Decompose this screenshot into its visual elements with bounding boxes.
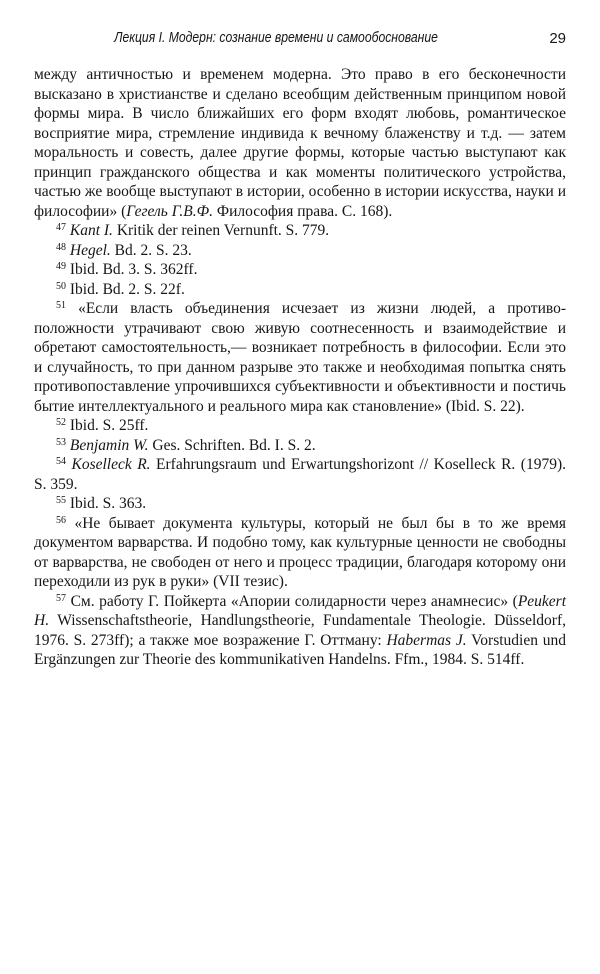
footnote-author: Peukert H. [34,592,567,629]
continuation-text: между античностью и временем модерна. Это право в его бесконечности высказано в христианстве и сделано всеобщим действенным принципом новой формы мира. В число ближайших его форм входят любовь, романтическое восприятие мира, стремление индивида к вечному блаженству и т.д. — затем моральность и совесть, далее другие формы, которые частью выступают как принцип гражданского общества и как моменты политического устройства, частью же вообще выступают в истории, особенно в истории искусства, науки и философии» ( [34,66,566,220]
footnote-text: «Если власть объединения исчезает из жизни людей, а противоположности утрачивают свою живую соотнесенность и взаимодействие и обретают самостоятельность,— возникает потребность в философии. Если это и случайность, то при данном разрыве это также и необходимая попытка снять противопоставление упрочившихся субъективности и объективности и постичь бытие интеллектуального и реального мира как становление» (Ibid. S. 22). [34,300,567,415]
page-number: 29 [549,30,566,47]
footnote-number: 52 [56,417,66,428]
footnote-number: 48 [56,241,66,253]
footnote-51 [34,299,566,416]
footnote-author: Benjamin W. [69,436,149,454]
footnote-text: Bd. 2. S. 23. [110,241,192,259]
footnote-text: Ibid. Bd. 2. S. 22f. [69,280,185,298]
running-title: Лекция I. Модерн: сознание времени и самообоснование [114,30,438,46]
footnote-author: Kant I. [69,222,113,239]
continuation-paragraph [34,65,566,221]
footnote-text: Erfahrungsraum und Erwartungshorizont // Koselleck R. (1979). S. 359. [34,456,566,493]
footnote-52 [34,416,566,436]
footnote-text: См. работу Г. Пойкерта «Апории солидарности через анамнесис» ( [70,592,518,610]
footnote-56 [34,514,566,592]
footnote-53 [34,436,566,456]
footnote-text: Ibid. S. 363. [69,495,147,512]
footnote-author: Koselleck R. [71,456,151,473]
footnote-author: Hegel. [69,241,111,259]
footnote-text: Ges. Schriften. Bd. I. S. 2. [148,436,316,454]
footnote-text: Ibid. S. 25ff. [69,417,149,434]
footnote-55 [34,494,566,514]
continuation-rest: Философия права. С. 168). [212,202,393,220]
continuation-author: Гегель Г.В.Ф. [126,202,213,220]
page-body [34,65,566,670]
footnote-text: «Не бывает документа культуры, который не был бы в то же время документом варварства. И подобно тому, как культурные ценности не свободны от варварства, не свободен от него и процесс традиции, благодаря которому они переходили из рук в руки» (VII тезис). [34,514,567,590]
footnote-author: Habermas J. [386,631,467,649]
footnote-number: 50 [56,280,66,292]
footnote-47 [34,221,566,241]
footnote-text: Wissenschaftstheorie, Handlungstheorie, Fundamentale Theologie. Düsseldorf, 1976. S. 273ff); а также мое возражение Г. Оттману: [34,612,566,649]
footnote-54 [34,455,566,494]
footnote-number: 49 [56,261,66,272]
footnote-text: Ibid. Bd. 3. S. 362ff. [69,261,198,278]
footnote-number: 57 [56,592,66,604]
footnote-50 [34,280,566,300]
footnote-57 [34,592,566,670]
footnote-49 [34,260,566,280]
footnote-number: 47 [56,222,66,233]
footnote-number: 51 [56,300,66,311]
footnote-text: Vorstudien und Ergänzungen zur Theorie des kommunikativen Handelns. Ffm., 1984. S. 514ff. [34,631,566,668]
footnote-text: Kritik der reinen Vernunft. S. 779. [112,222,330,239]
footnote-number: 53 [56,436,66,448]
page-header [34,30,566,52]
footnote-number: 54 [56,456,66,467]
footnote-number: 56 [56,514,66,526]
footnote-48 [34,241,566,261]
footnote-number: 55 [56,495,66,506]
